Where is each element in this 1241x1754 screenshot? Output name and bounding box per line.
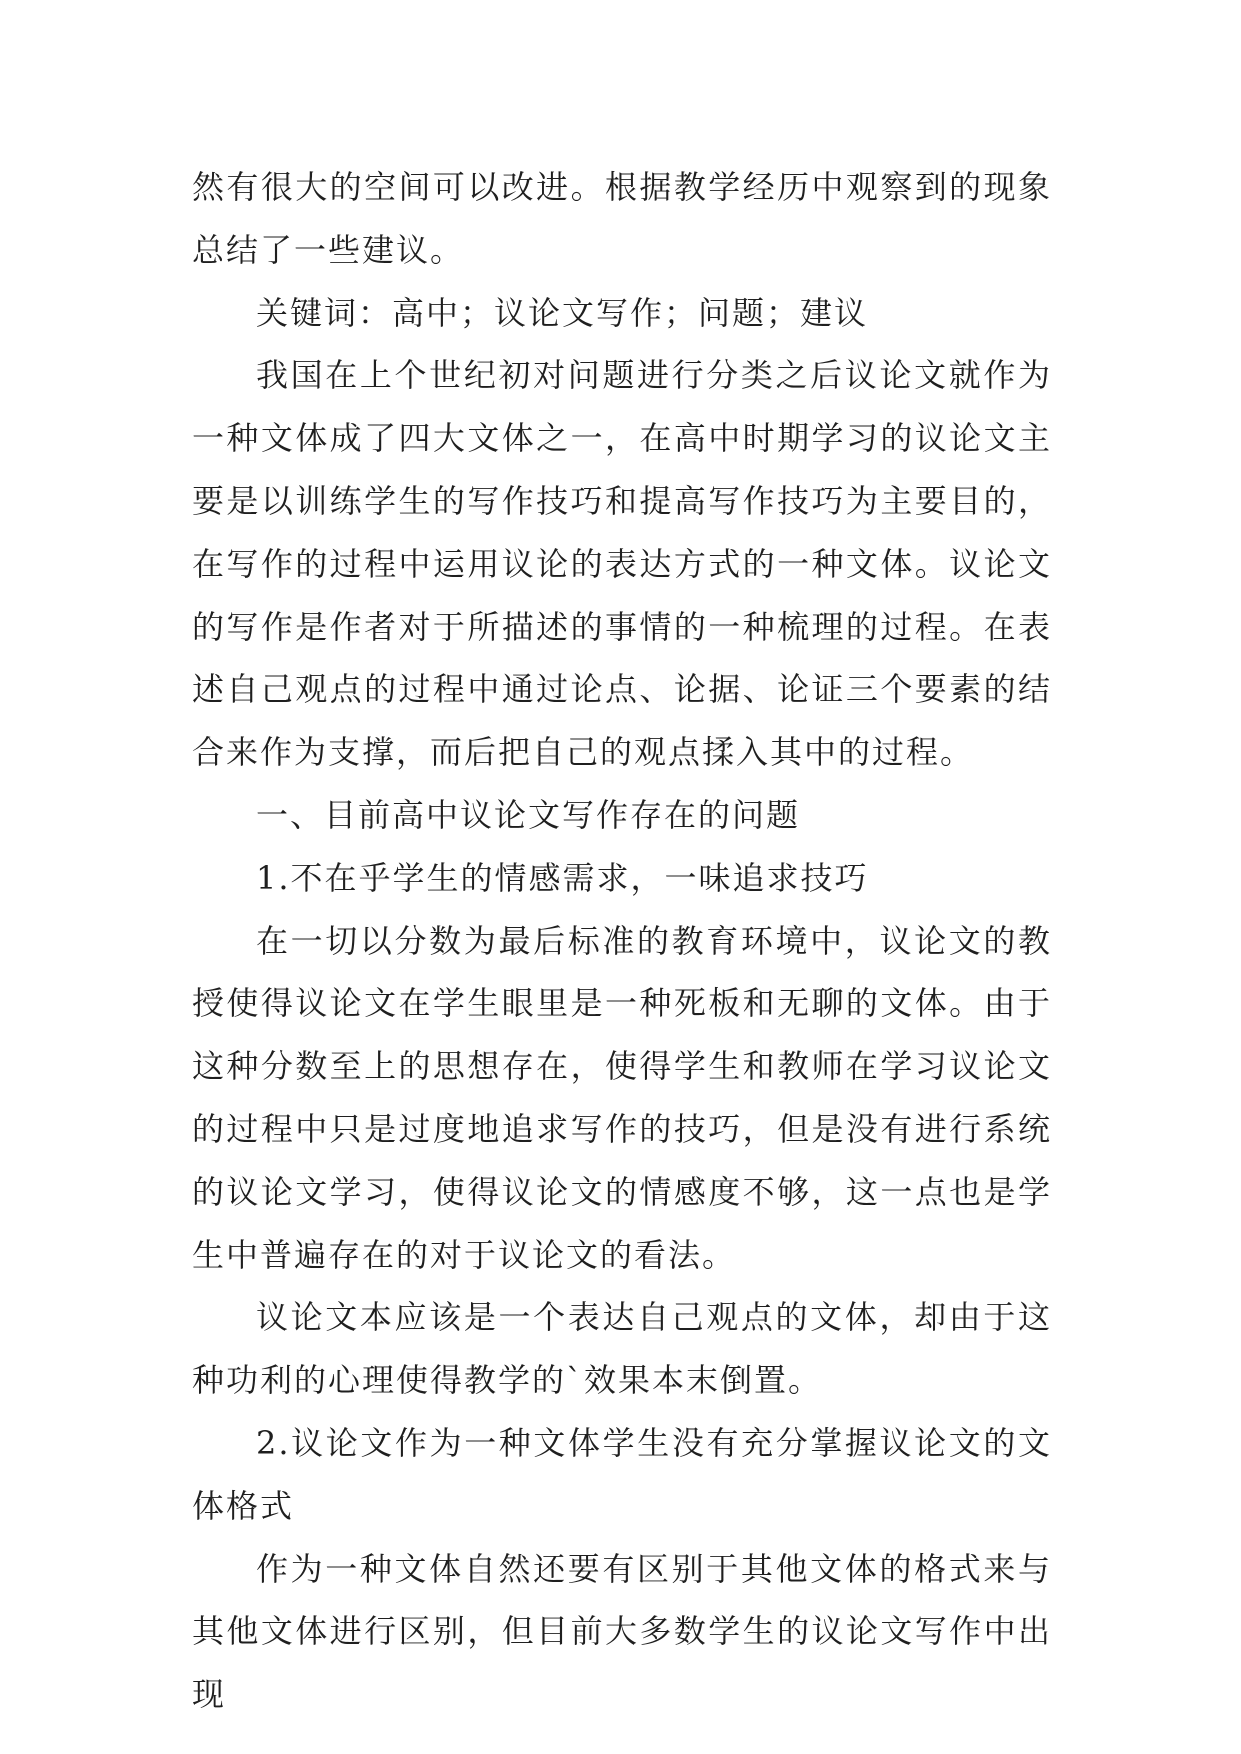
paragraph-body-1: 在一切以分数为最后标准的教育环境中，议论文的教授使得议论文在学生眼里是一种死板和无聊的文体。由于这种分数至上的思想存在，使得学生和教师在学习议论文的过程中只是过度地追求写作的技巧，但是没有进行系统的议论文学习，使得议论文的情感度不够，这一点也是学生中普遍存在的对于议论文的看法。 — [192, 921, 1052, 1274]
keywords-line: 关键词：高中；议论文写作；问题；建议 — [256, 293, 869, 332]
subheading-2: 2.议论文作为一种文体学生没有充分掌握议论文的文体格式 — [192, 1423, 1052, 1525]
paragraph-continuation: 然有很大的空间可以改进。根据教学经历中观察到的现象总结了一些建议。 — [192, 168, 1052, 269]
paragraph-intro: 我国在上个世纪初对问题进行分类之后议论文就作为一种文体成了四大文体之一，在高中时期学习的议论文主要是以训练学生的写作技巧和提高写作技巧为主要目的，在写作的过程中运用议论的表达方式的一种文体。议论文的写作是作者对于所描述的事情的一种梳理的过程。在表述自己观点的过程中通过论点、论据、论证三个要素的结合来作为支撑，而后把自己的观点揉入其中的过程。 — [192, 356, 1052, 772]
paragraph-body-2: 议论文本应该是一个表达自己观点的文体，却由于这种功利的心理使得教学的`效果本末倒置。 — [192, 1298, 1052, 1400]
section-heading: 一、目前高中议论文写作存在的问题 — [256, 795, 801, 834]
document-body — [192, 156, 1052, 1726]
subheading-1: 1.不在乎学生的情感需求，一味追求技巧 — [256, 858, 869, 897]
paragraph-body-3: 作为一种文体自然还要有区别于其他文体的格式来与其他文体进行区别，但目前大多数学生的议论文写作中出现 — [192, 1549, 1052, 1714]
